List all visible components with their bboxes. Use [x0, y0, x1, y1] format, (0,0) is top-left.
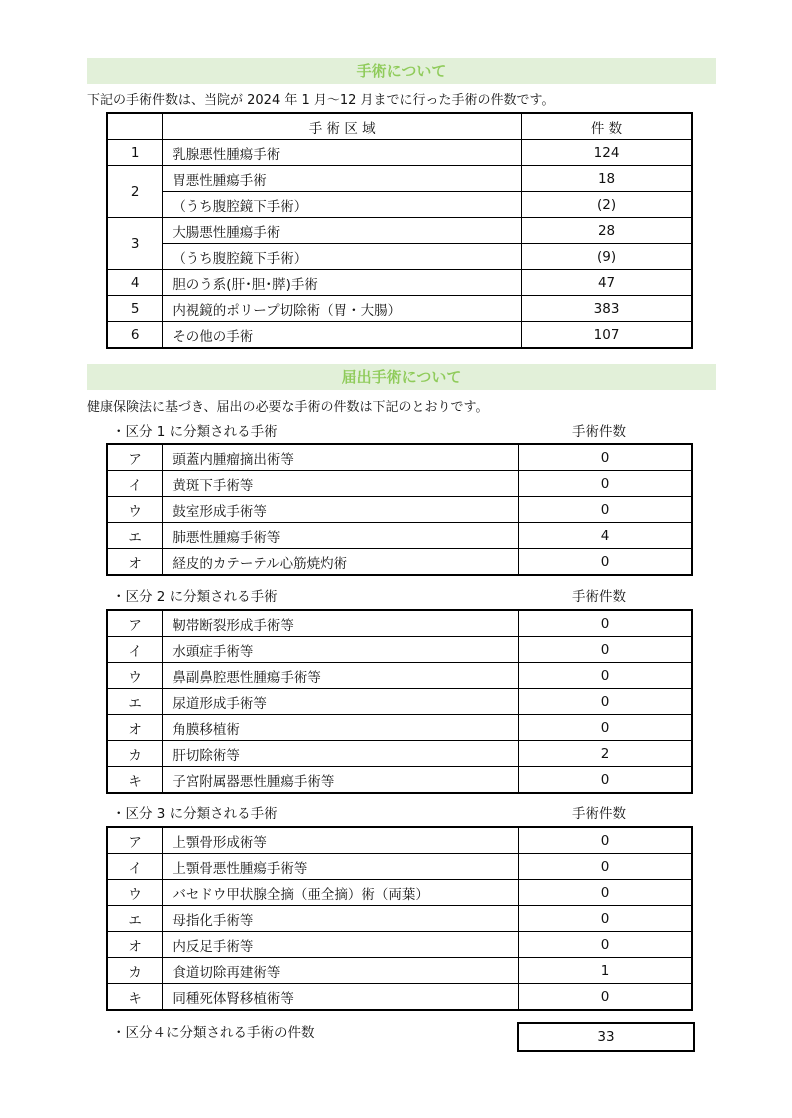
- table-header-row: [107, 113, 692, 140]
- row-key: オ: [107, 715, 163, 741]
- group1-label: ・区分 1 に分類される手術: [112, 424, 278, 440]
- table-row: [107, 663, 692, 689]
- row-count: 0: [519, 444, 692, 471]
- row-key: ア: [107, 827, 163, 854]
- group2-table: [106, 609, 693, 794]
- row-count: 383: [522, 296, 692, 322]
- table-row: [107, 166, 692, 192]
- row-name: 大腸悪性腫瘍手術: [163, 218, 522, 244]
- group1-count-label: 手術件数: [572, 424, 626, 440]
- table-row: [107, 270, 692, 296]
- row-sub-name: （うち腹腔鏡下手術）: [163, 192, 522, 218]
- row-name: 鼓室形成手術等: [163, 497, 519, 523]
- row-name: 肝切除術等: [163, 741, 519, 767]
- row-key: キ: [107, 984, 163, 1011]
- row-sub-count: (2): [522, 192, 692, 218]
- header-count: 件 数: [522, 113, 692, 140]
- table-row: [107, 218, 692, 244]
- row-count: 0: [519, 827, 692, 854]
- row-key: ア: [107, 444, 163, 471]
- row-number: 3: [107, 218, 163, 270]
- table-row-sub: [107, 192, 692, 218]
- row-count: 0: [519, 497, 692, 523]
- table-row: [107, 637, 692, 663]
- group3-table: [106, 826, 693, 1011]
- row-number: 2: [107, 166, 163, 218]
- row-name: 胃悪性腫瘍手術: [163, 166, 522, 192]
- surgery-count-table: [106, 112, 693, 349]
- row-count: 0: [519, 637, 692, 663]
- row-sub-name: （うち腹腔鏡下手術）: [163, 244, 522, 270]
- header-no: [107, 113, 163, 140]
- row-name: 内反足手術等: [163, 932, 519, 958]
- row-key: カ: [107, 741, 163, 767]
- row-name: その他の手術: [163, 322, 522, 349]
- surgery-intro-text: 下記の手術件数は、当院が 2024 年 1 月～12 月までに行った手術の件数です。: [87, 93, 555, 108]
- table-row: [107, 827, 692, 854]
- row-name: 靭帯断裂形成手術等: [163, 610, 519, 637]
- row-name: 上顎骨悪性腫瘍手術等: [163, 854, 519, 880]
- notified-intro-text: 健康保険法に基づき、届出の必要な手術の件数は下記のとおりです。: [87, 400, 489, 415]
- row-key: ウ: [107, 880, 163, 906]
- row-name: 経皮的カテーテル心筋焼灼術: [163, 549, 519, 576]
- table-row: [107, 689, 692, 715]
- row-name: 肺悪性腫瘍手術等: [163, 523, 519, 549]
- row-name: 乳腺悪性腫瘍手術: [163, 140, 522, 166]
- table-row: [107, 296, 692, 322]
- row-key: エ: [107, 523, 163, 549]
- row-number: 4: [107, 270, 163, 296]
- row-count: 0: [519, 932, 692, 958]
- group2-label: ・区分 2 に分類される手術: [112, 589, 278, 605]
- row-key: キ: [107, 767, 163, 794]
- table-row: [107, 984, 692, 1011]
- row-key: ア: [107, 610, 163, 637]
- table-row-sub: [107, 244, 692, 270]
- row-count: 107: [522, 322, 692, 349]
- group3-count-label: 手術件数: [572, 806, 626, 822]
- table-row: [107, 767, 692, 794]
- table-row: [107, 497, 692, 523]
- section-title-notified-surgery: 届出手術について: [87, 364, 716, 390]
- group4-label: ・区分４に分類される手術の件数: [112, 1025, 315, 1041]
- row-name: 同種死体腎移植術等: [163, 984, 519, 1011]
- row-count: 0: [519, 906, 692, 932]
- row-name: 上顎骨形成術等: [163, 827, 519, 854]
- row-key: エ: [107, 689, 163, 715]
- row-count: 47: [522, 270, 692, 296]
- table-row: [107, 854, 692, 880]
- row-count: 2: [519, 741, 692, 767]
- table-row: [107, 610, 692, 637]
- row-name: 鼻副鼻腔悪性腫瘍手術等: [163, 663, 519, 689]
- row-count: 18: [522, 166, 692, 192]
- row-name: 頭蓋内腫瘤摘出術等: [163, 444, 519, 471]
- table-row: [107, 322, 692, 349]
- table-row: [107, 741, 692, 767]
- row-name: 子宮附属器悪性腫瘍手術等: [163, 767, 519, 794]
- row-key: イ: [107, 471, 163, 497]
- row-name: 角膜移植術: [163, 715, 519, 741]
- row-count: 0: [519, 854, 692, 880]
- row-key: ウ: [107, 663, 163, 689]
- table-row: [107, 715, 692, 741]
- row-name: 胆のう系(肝･胆･膵)手術: [163, 270, 522, 296]
- row-name: 食道切除再建術等: [163, 958, 519, 984]
- group1-table: [106, 443, 693, 576]
- row-number: 1: [107, 140, 163, 166]
- row-key: カ: [107, 958, 163, 984]
- group3-label: ・区分 3 に分類される手術: [112, 806, 278, 822]
- row-name: 内視鏡的ポリープ切除術（胃・大腸）: [163, 296, 522, 322]
- table-row: [107, 471, 692, 497]
- row-key: ウ: [107, 497, 163, 523]
- row-key: イ: [107, 854, 163, 880]
- row-count: 28: [522, 218, 692, 244]
- table-row: [107, 958, 692, 984]
- row-name: バセドウ甲状腺全摘（亜全摘）術（両葉）: [163, 880, 519, 906]
- header-region: 手 術 区 域: [163, 113, 522, 140]
- group2-count-label: 手術件数: [572, 589, 626, 605]
- row-key: エ: [107, 906, 163, 932]
- row-key: イ: [107, 637, 163, 663]
- row-name: 黄斑下手術等: [163, 471, 519, 497]
- row-number: 5: [107, 296, 163, 322]
- row-count: 0: [519, 715, 692, 741]
- row-count: 0: [519, 549, 692, 576]
- row-sub-count: (9): [522, 244, 692, 270]
- row-count: 0: [519, 471, 692, 497]
- row-name: 尿道形成手術等: [163, 689, 519, 715]
- row-count: 4: [519, 523, 692, 549]
- table-row: [107, 523, 692, 549]
- table-row: [107, 906, 692, 932]
- row-count: 0: [519, 767, 692, 794]
- row-key: オ: [107, 549, 163, 576]
- table-row: [107, 932, 692, 958]
- section-title-surgery: 手術について: [87, 58, 716, 84]
- row-number: 6: [107, 322, 163, 349]
- row-count: 0: [519, 984, 692, 1011]
- table-row: [107, 549, 692, 576]
- row-count: 0: [519, 689, 692, 715]
- row-count: 124: [522, 140, 692, 166]
- group4-count-box: 33: [517, 1022, 695, 1052]
- row-key: オ: [107, 932, 163, 958]
- row-count: 0: [519, 610, 692, 637]
- table-row: [107, 880, 692, 906]
- row-count: 0: [519, 663, 692, 689]
- table-row: [107, 444, 692, 471]
- row-count: 1: [519, 958, 692, 984]
- row-count: 0: [519, 880, 692, 906]
- table-row: [107, 140, 692, 166]
- row-name: 水頭症手術等: [163, 637, 519, 663]
- row-name: 母指化手術等: [163, 906, 519, 932]
